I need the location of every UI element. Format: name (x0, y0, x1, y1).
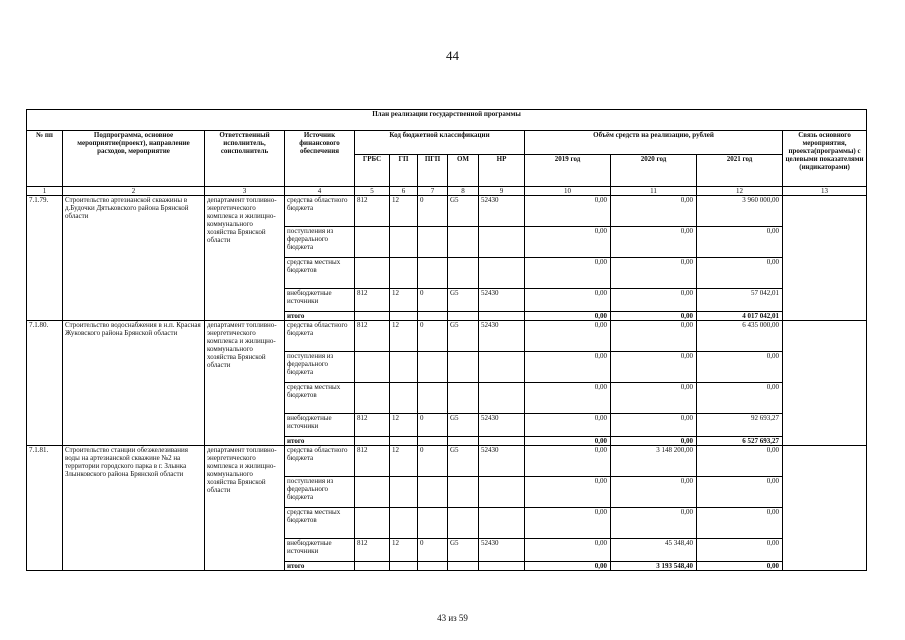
amount-2020: 0,00 (611, 477, 697, 508)
header-row-1 (27, 131, 867, 155)
amount-2020: 45 348,40 (611, 539, 697, 562)
amount-2019: 0,00 (525, 437, 611, 446)
amount-2021: 4 017 042,01 (697, 312, 783, 321)
grbs-cell: 812 (355, 414, 390, 437)
grbs-cell (355, 352, 390, 383)
table-title: План реализации государственной программы (27, 110, 867, 131)
pgp-cell (418, 312, 448, 321)
amount-2019: 0,00 (525, 446, 611, 477)
om-cell (448, 258, 479, 289)
funding-source: средства областного бюджета (285, 196, 355, 227)
grbs-cell (355, 227, 390, 258)
amount-2019: 0,00 (525, 227, 611, 258)
pgp-cell: 0 (418, 539, 448, 562)
om-cell (448, 383, 479, 414)
om-cell (448, 352, 479, 383)
measure-name: Строительство артезианской скважины в д.Будочки Дятьковского района Брянской области (63, 196, 205, 321)
table-row (27, 321, 867, 352)
amount-2019: 0,00 (525, 196, 611, 227)
funding-source: поступления из федерального бюджета (285, 227, 355, 258)
nr-cell (479, 312, 525, 321)
header-subprogram: Подпрограмма, основное мероприятие(проект), направление расходов, мероприятие (63, 131, 205, 187)
header-2019: 2019 год (525, 155, 611, 187)
program-plan-table (26, 109, 867, 571)
nr-cell (479, 508, 525, 539)
nr-cell: 52430 (479, 289, 525, 312)
header-nr: НР (479, 155, 525, 187)
nr-cell (479, 562, 525, 571)
funding-source: итого (285, 437, 355, 446)
row-number: 7.1.81. (27, 446, 63, 571)
header-om: ОМ (448, 155, 479, 187)
header-grbs: ГРБС (355, 155, 390, 187)
amount-2021: 0,00 (697, 508, 783, 539)
nr-cell: 52430 (479, 196, 525, 227)
gp-cell (390, 258, 418, 289)
grbs-cell (355, 508, 390, 539)
indicator-link (783, 196, 867, 321)
amount-2021: 3 960 000,00 (697, 196, 783, 227)
col-number: 9 (479, 187, 525, 196)
om-cell (448, 227, 479, 258)
table-row (27, 196, 867, 227)
measure-name: Строительство водоснабжения в н.п. Красная Жуковского района Брянской области (63, 321, 205, 446)
col-number: 1 (27, 187, 63, 196)
amount-2020: 3 193 548,40 (611, 562, 697, 571)
amount-2019: 0,00 (525, 258, 611, 289)
funding-source: поступления из федерального бюджета (285, 352, 355, 383)
amount-2021: 0,00 (697, 352, 783, 383)
nr-cell: 52430 (479, 446, 525, 477)
grbs-cell (355, 258, 390, 289)
pgp-cell (418, 562, 448, 571)
grbs-cell: 812 (355, 539, 390, 562)
col-number: 11 (611, 187, 697, 196)
gp-cell: 12 (390, 446, 418, 477)
pgp-cell (418, 477, 448, 508)
header-responsible: Ответственный исполнитель, соисполнитель (205, 131, 285, 187)
pgp-cell: 0 (418, 414, 448, 437)
header-link: Связь основного мероприятия, проекта(программы) с целевыми показателями (индикаторами) (783, 131, 867, 187)
pgp-cell (418, 258, 448, 289)
nr-cell: 52430 (479, 414, 525, 437)
pgp-cell: 0 (418, 196, 448, 227)
pgp-cell: 0 (418, 446, 448, 477)
grbs-cell (355, 383, 390, 414)
funding-source: средства местных бюджетов (285, 383, 355, 414)
pgp-cell (418, 352, 448, 383)
header-2020: 2020 год (611, 155, 697, 187)
col-number: 4 (285, 187, 355, 196)
col-number: 6 (390, 187, 418, 196)
pgp-cell (418, 508, 448, 539)
funding-source: итого (285, 562, 355, 571)
grbs-cell (355, 437, 390, 446)
responsible-executor: департамент топливно-энергетического комплекса и жилищно-коммунального хозяйства Брянской области (205, 196, 285, 321)
amount-2019: 0,00 (525, 477, 611, 508)
table-row (27, 446, 867, 477)
grbs-cell: 812 (355, 289, 390, 312)
col-number: 8 (448, 187, 479, 196)
col-number: 3 (205, 187, 285, 196)
funding-source: средства областного бюджета (285, 321, 355, 352)
amount-2021: 6 527 693,27 (697, 437, 783, 446)
om-cell (448, 508, 479, 539)
funding-source: внебюджетные источники (285, 539, 355, 562)
amount-2020: 0,00 (611, 508, 697, 539)
grbs-cell: 812 (355, 321, 390, 352)
amount-2021: 0,00 (697, 477, 783, 508)
gp-cell: 12 (390, 196, 418, 227)
header-2021: 2021 год (697, 155, 783, 187)
om-cell: G5 (448, 321, 479, 352)
amount-2019: 0,00 (525, 383, 611, 414)
page-footer: 43 из 59 (437, 613, 468, 623)
gp-cell: 12 (390, 539, 418, 562)
funding-source: средства областного бюджета (285, 446, 355, 477)
gp-cell (390, 437, 418, 446)
nr-cell: 52430 (479, 539, 525, 562)
nr-cell (479, 383, 525, 414)
amount-2019: 0,00 (525, 562, 611, 571)
nr-cell (479, 227, 525, 258)
amount-2021: 0,00 (697, 562, 783, 571)
col-number: 2 (63, 187, 205, 196)
header-budget-code: Код бюджетной классификации (355, 131, 525, 155)
amount-2021: 92 693,27 (697, 414, 783, 437)
gp-cell: 12 (390, 321, 418, 352)
gp-cell (390, 352, 418, 383)
indicator-link (783, 321, 867, 446)
amount-2020: 0,00 (611, 196, 697, 227)
gp-cell: 12 (390, 414, 418, 437)
grbs-cell (355, 477, 390, 508)
om-cell (448, 477, 479, 508)
page-number: 44 (446, 48, 459, 63)
amount-2021: 0,00 (697, 539, 783, 562)
pgp-cell (418, 383, 448, 414)
funding-source: поступления из федерального бюджета (285, 477, 355, 508)
funding-source: внебюджетные источники (285, 414, 355, 437)
funding-source: средства местных бюджетов (285, 258, 355, 289)
amount-2020: 0,00 (611, 227, 697, 258)
row-number: 7.1.80. (27, 321, 63, 446)
om-cell: G5 (448, 289, 479, 312)
col-number: 13 (783, 187, 867, 196)
gp-cell: 12 (390, 289, 418, 312)
amount-2020: 0,00 (611, 383, 697, 414)
header-gp: ГП (390, 155, 418, 187)
amount-2021: 0,00 (697, 446, 783, 477)
om-cell (448, 437, 479, 446)
amount-2019: 0,00 (525, 289, 611, 312)
indicator-link (783, 446, 867, 571)
funding-source: средства местных бюджетов (285, 508, 355, 539)
amount-2020: 0,00 (611, 414, 697, 437)
gp-cell (390, 312, 418, 321)
amount-2020: 3 148 200,00 (611, 446, 697, 477)
amount-2019: 0,00 (525, 414, 611, 437)
nr-cell (479, 352, 525, 383)
gp-cell (390, 562, 418, 571)
pgp-cell (418, 437, 448, 446)
nr-cell (479, 437, 525, 446)
header-source: Источник финансового обеспечения (285, 131, 355, 187)
gp-cell (390, 477, 418, 508)
pgp-cell: 0 (418, 321, 448, 352)
amount-2019: 0,00 (525, 539, 611, 562)
col-number: 12 (697, 187, 783, 196)
amount-2020: 0,00 (611, 289, 697, 312)
col-number: 5 (355, 187, 390, 196)
col-number: 10 (525, 187, 611, 196)
amount-2019: 0,00 (525, 508, 611, 539)
column-numbers-row (27, 187, 867, 196)
row-number: 7.1.79. (27, 196, 63, 321)
amount-2020: 0,00 (611, 437, 697, 446)
funding-source: итого (285, 312, 355, 321)
om-cell: G5 (448, 539, 479, 562)
header-no: № пп (27, 131, 63, 187)
grbs-cell: 812 (355, 446, 390, 477)
nr-cell (479, 258, 525, 289)
gp-cell (390, 383, 418, 414)
grbs-cell: 812 (355, 196, 390, 227)
gp-cell (390, 508, 418, 539)
grbs-cell (355, 312, 390, 321)
responsible-executor: департамент топливно-энергетического комплекса и жилищно-коммунального хозяйства Брянской области (205, 321, 285, 446)
pgp-cell (418, 227, 448, 258)
funding-source: внебюджетные источники (285, 289, 355, 312)
amount-2020: 0,00 (611, 352, 697, 383)
om-cell (448, 562, 479, 571)
pgp-cell: 0 (418, 289, 448, 312)
measure-name: Строительство станции обезжелезивания воды на артезианской скважине №2 на территории городского парка в г. Злынка Злынковского района Брянской области (63, 446, 205, 571)
grbs-cell (355, 562, 390, 571)
amount-2021: 0,00 (697, 227, 783, 258)
responsible-executor: департамент топливно-энергетического комплекса и жилищно-коммунального хозяйства Брянской области (205, 446, 285, 571)
header-pgp: ПГП (418, 155, 448, 187)
col-number: 7 (418, 187, 448, 196)
om-cell (448, 312, 479, 321)
amount-2020: 0,00 (611, 258, 697, 289)
amount-2021: 0,00 (697, 258, 783, 289)
header-volume: Объём средств на реализацию, рублей (525, 131, 783, 155)
amount-2020: 0,00 (611, 321, 697, 352)
amount-2020: 0,00 (611, 312, 697, 321)
table-title-row (27, 110, 867, 131)
nr-cell (479, 477, 525, 508)
om-cell: G5 (448, 196, 479, 227)
om-cell: G5 (448, 446, 479, 477)
amount-2021: 57 042,01 (697, 289, 783, 312)
nr-cell: 52430 (479, 321, 525, 352)
amount-2019: 0,00 (525, 321, 611, 352)
amount-2019: 0,00 (525, 312, 611, 321)
amount-2021: 0,00 (697, 383, 783, 414)
amount-2021: 6 435 000,00 (697, 321, 783, 352)
om-cell: G5 (448, 414, 479, 437)
amount-2019: 0,00 (525, 352, 611, 383)
gp-cell (390, 227, 418, 258)
